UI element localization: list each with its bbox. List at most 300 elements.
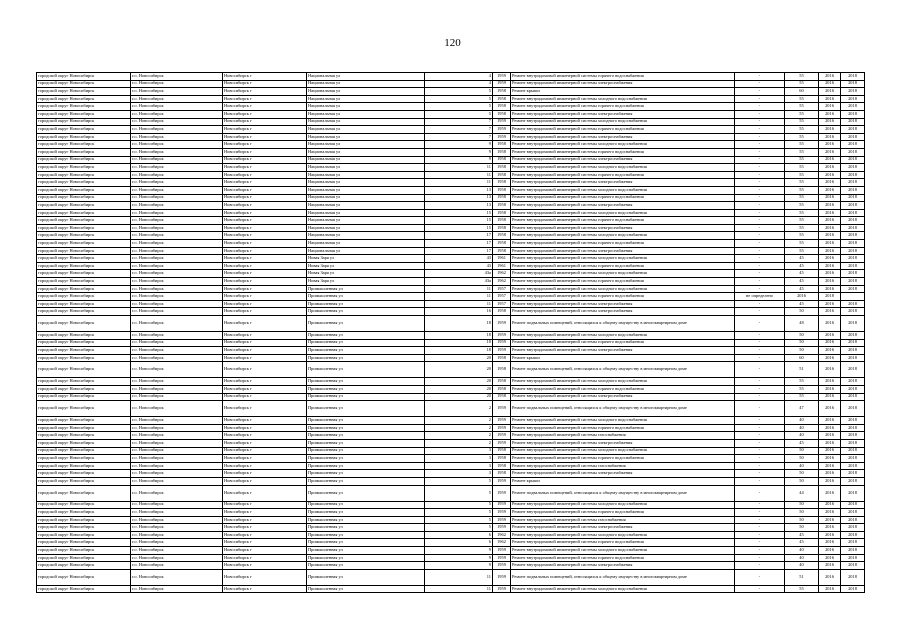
district-cell: г.о. Новосибирск <box>131 516 223 524</box>
street-cell: Промышленная ул <box>307 308 425 316</box>
work-type-cell: Ремонт внутридомовой инженерной системы горячего водоснабжения <box>511 73 735 81</box>
work-type-cell: Ремонт внутридомовой инженерной системы горячего водоснабжения <box>511 424 735 432</box>
end-year-cell: 2018 <box>841 80 865 88</box>
city-cell: Новосибирск г <box>223 270 307 278</box>
city-cell: Новосибирск г <box>223 462 307 470</box>
page-number: 120 <box>444 37 461 49</box>
end-year-cell <box>841 293 865 301</box>
district-cell: г.о. Новосибирск <box>131 485 223 501</box>
value-cell: 55 <box>785 133 819 141</box>
district-cell: г.о. Новосибирск <box>131 531 223 539</box>
table-row <box>37 80 865 88</box>
end-year-cell: 2018 <box>841 562 865 570</box>
start-year-cell: 2016 <box>819 316 841 332</box>
start-year-cell: 2016 <box>819 247 841 255</box>
street-cell: Промышленная ул <box>307 285 425 293</box>
municipality-cell: городской округ Новосибирск <box>37 477 131 485</box>
start-year-cell: 2016 <box>819 88 841 96</box>
table-row <box>37 118 865 126</box>
end-year-cell: 2018 <box>841 164 865 172</box>
wear-cell: - <box>735 347 785 355</box>
value-cell: 55 <box>785 385 819 393</box>
city-cell: Новосибирск г <box>223 332 307 340</box>
street-cell: Промышленная ул <box>307 378 425 386</box>
house-number-cell: 2 <box>425 424 493 432</box>
house-number-cell: 13 <box>425 202 493 210</box>
wear-cell: - <box>735 232 785 240</box>
city-cell: Новосибирск г <box>223 424 307 432</box>
street-cell: Промышленная ул <box>307 293 425 301</box>
year-built-cell: 1958 <box>493 247 511 255</box>
end-year-cell: 2018 <box>841 270 865 278</box>
start-year-cell: 2016 <box>819 95 841 103</box>
table-row <box>37 270 865 278</box>
table-row <box>37 455 865 463</box>
district-cell: г.о. Новосибирск <box>131 362 223 378</box>
house-number-cell: 5 <box>425 501 493 509</box>
year-built-cell: 1959 <box>493 516 511 524</box>
year-built-cell: 1962 <box>493 531 511 539</box>
value-cell: 55 <box>785 148 819 156</box>
end-year-cell: 2018 <box>841 516 865 524</box>
wear-cell: - <box>735 255 785 263</box>
work-type-cell: Ремонт внутридомовой инженерной системы холодного водоснабжения <box>511 95 735 103</box>
end-year-cell: 2018 <box>841 439 865 447</box>
municipality-cell: городской округ Новосибирск <box>37 73 131 81</box>
end-year-cell: 2018 <box>841 202 865 210</box>
year-built-cell: 1959 <box>493 133 511 141</box>
municipality-cell: городской округ Новосибирск <box>37 332 131 340</box>
street-cell: Промышленная ул <box>307 424 425 432</box>
table-row <box>37 209 865 217</box>
work-type-cell: Ремонт внутридомовой инженерной системы электроснабжения <box>511 439 735 447</box>
end-year-cell: 2018 <box>841 118 865 126</box>
table-row <box>37 401 865 417</box>
city-cell: Новосибирск г <box>223 554 307 562</box>
work-type-cell: Ремонт подвальных помещений, относящихся к общему имуществу в многоквартирном доме <box>511 401 735 417</box>
table-row <box>37 278 865 286</box>
house-number-cell: 13 <box>425 186 493 194</box>
city-cell: Новосибирск г <box>223 110 307 118</box>
wear-cell: - <box>735 524 785 532</box>
wear-cell: - <box>735 470 785 478</box>
value-cell: 55 <box>785 202 819 210</box>
start-year-cell: 2016 <box>819 417 841 425</box>
end-year-cell: 2018 <box>841 316 865 332</box>
year-built-cell: 1959 <box>493 401 511 417</box>
municipality-cell: городской округ Новосибирск <box>37 209 131 217</box>
municipality-cell: городской округ Новосибирск <box>37 562 131 570</box>
table-row <box>37 232 865 240</box>
end-year-cell: 2018 <box>841 240 865 248</box>
street-cell: Промышленная ул <box>307 432 425 440</box>
start-year-cell: 2016 <box>819 186 841 194</box>
work-type-cell: Ремонт внутридомовой инженерной системы горячего водоснабжения <box>511 217 735 225</box>
district-cell: г.о. Новосибирск <box>131 133 223 141</box>
end-year-cell: 2018 <box>841 141 865 149</box>
value-cell: 55 <box>785 95 819 103</box>
value-cell: 55 <box>785 126 819 134</box>
value-cell: 50 <box>785 308 819 316</box>
value-cell: 50 <box>785 470 819 478</box>
start-year-cell: 2016 <box>819 171 841 179</box>
work-type-cell: Ремонт внутридомовой инженерной системы электроснабжения <box>511 393 735 401</box>
wear-cell: - <box>735 133 785 141</box>
street-cell: Промышленная ул <box>307 316 425 332</box>
table-row <box>37 439 865 447</box>
city-cell: Новосибирск г <box>223 354 307 362</box>
house-number-cell: 6 <box>425 531 493 539</box>
municipality-cell: городской округ Новосибирск <box>37 88 131 96</box>
work-type-cell: Ремонт внутридомовой инженерной системы горячего водоснабжения <box>511 171 735 179</box>
municipality-cell: городской округ Новосибирск <box>37 509 131 517</box>
municipality-cell: городской округ Новосибирск <box>37 194 131 202</box>
municipality-cell: городской округ Новосибирск <box>37 126 131 134</box>
year-built-cell: 1958 <box>493 171 511 179</box>
year-built-cell: 1962 <box>493 539 511 547</box>
table-row <box>37 562 865 570</box>
wear-cell: - <box>735 455 785 463</box>
value-cell: 60 <box>785 88 819 96</box>
street-cell: Национальная ул <box>307 179 425 187</box>
work-type-cell: Ремонт внутридомовой инженерной системы холодного водоснабжения <box>511 417 735 425</box>
house-number-cell: 11 <box>425 171 493 179</box>
work-type-cell: Ремонт внутридомовой инженерной системы газоснабжения <box>511 432 735 440</box>
value-cell: 50 <box>785 524 819 532</box>
city-cell: Новосибирск г <box>223 285 307 293</box>
end-year-cell: 2018 <box>841 509 865 517</box>
street-cell: Промышленная ул <box>307 447 425 455</box>
wear-cell: - <box>735 171 785 179</box>
district-cell: г.о. Новосибирск <box>131 585 223 593</box>
table-row <box>37 470 865 478</box>
end-year-cell: 2018 <box>841 209 865 217</box>
district-cell: г.о. Новосибирск <box>131 217 223 225</box>
year-built-cell: 1958 <box>493 354 511 362</box>
start-year-cell: 2016 <box>819 110 841 118</box>
value-cell: 40 <box>785 462 819 470</box>
table-row <box>37 164 865 172</box>
municipality-cell: городской округ Новосибирск <box>37 202 131 210</box>
house-number-cell: 5 <box>425 485 493 501</box>
table-row <box>37 88 865 96</box>
year-built-cell: 1959 <box>493 547 511 555</box>
house-number-cell: 20 <box>425 385 493 393</box>
house-number-cell: 20 <box>425 362 493 378</box>
city-cell: Новосибирск г <box>223 88 307 96</box>
end-year-cell: 2018 <box>841 179 865 187</box>
wear-cell: - <box>735 118 785 126</box>
work-type-cell: Ремонт внутридомовой инженерной системы холодного водоснабжения <box>511 285 735 293</box>
year-built-cell: 1958 <box>493 186 511 194</box>
district-cell: г.о. Новосибирск <box>131 240 223 248</box>
wear-cell: - <box>735 148 785 156</box>
year-built-cell: 1958 <box>493 209 511 217</box>
end-year-cell: 2018 <box>841 524 865 532</box>
year-built-cell: 1957 <box>493 285 511 293</box>
district-cell: г.о. Новосибирск <box>131 103 223 111</box>
house-number-cell: 5 <box>425 110 493 118</box>
start-year-cell: 2016 <box>819 378 841 386</box>
table-row <box>37 202 865 210</box>
work-type-cell: Ремонт внутридомовой инженерной системы холодного водоснабжения <box>511 164 735 172</box>
year-built-cell: 1958 <box>493 88 511 96</box>
municipality-cell: городской округ Новосибирск <box>37 339 131 347</box>
wear-cell: - <box>735 202 785 210</box>
work-type-cell: Ремонт внутридомовой инженерной системы горячего водоснабжения <box>511 240 735 248</box>
municipality-cell: городской округ Новосибирск <box>37 179 131 187</box>
value-cell: 45 <box>785 285 819 293</box>
house-number-cell: 7 <box>425 126 493 134</box>
value-cell: 50 <box>785 501 819 509</box>
wear-cell: - <box>735 300 785 308</box>
table-row <box>37 354 865 362</box>
wear-cell: - <box>735 270 785 278</box>
year-built-cell: 1959 <box>493 554 511 562</box>
municipality-cell: городской округ Новосибирск <box>37 110 131 118</box>
start-year-cell: 2016 <box>819 554 841 562</box>
work-type-cell: Ремонт внутридомовой инженерной системы газоснабжения <box>511 462 735 470</box>
year-built-cell: 1958 <box>493 164 511 172</box>
street-cell: Национальная ул <box>307 247 425 255</box>
district-cell: г.о. Новосибирск <box>131 247 223 255</box>
house-number-cell: 5 <box>425 95 493 103</box>
work-type-cell: Ремонт внутридомовой инженерной системы холодного водоснабжения <box>511 501 735 509</box>
street-cell: Национальная ул <box>307 171 425 179</box>
district-cell: г.о. Новосибирск <box>131 118 223 126</box>
district-cell: г.о. Новосибирск <box>131 385 223 393</box>
city-cell: Новосибирск г <box>223 547 307 555</box>
house-number-cell: 43 <box>425 262 493 270</box>
wear-cell: - <box>735 217 785 225</box>
year-built-cell: 1959 <box>493 118 511 126</box>
value-cell: 55 <box>785 73 819 81</box>
value-cell: 50 <box>785 447 819 455</box>
house-number-cell: 20 <box>425 378 493 386</box>
city-cell: Новосибирск г <box>223 447 307 455</box>
start-year-cell: 2016 <box>819 270 841 278</box>
start-year-cell: 2016 <box>819 148 841 156</box>
table-row <box>37 217 865 225</box>
table-row <box>37 293 865 301</box>
municipality-cell: городской округ Новосибирск <box>37 171 131 179</box>
wear-cell: - <box>735 95 785 103</box>
municipality-cell: городской округ Новосибирск <box>37 141 131 149</box>
street-cell: Промышленная ул <box>307 354 425 362</box>
work-type-cell: Ремонт внутридомовой инженерной системы электроснабжения <box>511 247 735 255</box>
wear-cell: - <box>735 378 785 386</box>
municipality-cell: городской округ Новосибирск <box>37 164 131 172</box>
value-cell: 55 <box>785 103 819 111</box>
city-cell: Новосибирск г <box>223 485 307 501</box>
work-type-cell: Ремонт внутридомовой инженерной системы холодного водоснабжения <box>511 232 735 240</box>
city-cell: Новосибирск г <box>223 300 307 308</box>
start-year-cell: 2016 <box>819 224 841 232</box>
district-cell: г.о. Новосибирск <box>131 432 223 440</box>
house-number-cell: 4 <box>425 80 493 88</box>
start-year-cell: 2016 <box>819 262 841 270</box>
work-type-cell: Ремонт крыши <box>511 477 735 485</box>
work-type-cell: Ремонт внутридомовой инженерной системы электроснабжения <box>511 524 735 532</box>
wear-cell: - <box>735 316 785 332</box>
start-year-cell: 2016 <box>819 516 841 524</box>
wear-cell: - <box>735 285 785 293</box>
start-year-cell: 2016 <box>819 455 841 463</box>
street-cell: Национальная ул <box>307 232 425 240</box>
value-cell: 55 <box>785 240 819 248</box>
street-cell: Национальная ул <box>307 133 425 141</box>
year-built-cell: 1958 <box>493 224 511 232</box>
municipality-cell: городской округ Новосибирск <box>37 547 131 555</box>
table-row <box>37 126 865 134</box>
wear-cell: - <box>735 362 785 378</box>
end-year-cell: 2018 <box>841 401 865 417</box>
district-cell: г.о. Новосибирск <box>131 95 223 103</box>
district-cell: г.о. Новосибирск <box>131 477 223 485</box>
start-year-cell: 2016 <box>819 354 841 362</box>
year-built-cell: 1961 <box>493 255 511 263</box>
table-row <box>37 524 865 532</box>
street-cell: Национальная ул <box>307 164 425 172</box>
district-cell: г.о. Новосибирск <box>131 270 223 278</box>
start-year-cell: 2016 <box>819 202 841 210</box>
value-cell: 50 <box>785 477 819 485</box>
wear-cell: - <box>735 432 785 440</box>
wear-cell: - <box>735 278 785 286</box>
value-cell: 47 <box>785 401 819 417</box>
start-year-cell: 2016 <box>819 424 841 432</box>
year-built-cell: 1958 <box>493 179 511 187</box>
value-cell: 55 <box>785 110 819 118</box>
street-cell: Национальная ул <box>307 209 425 217</box>
table-row <box>37 554 865 562</box>
start-year-cell: 2016 <box>819 393 841 401</box>
district-cell: г.о. Новосибирск <box>131 224 223 232</box>
street-cell: Национальная ул <box>307 118 425 126</box>
year-built-cell: 1958 <box>493 194 511 202</box>
house-number-cell: 2 <box>425 417 493 425</box>
wear-cell: - <box>735 240 785 248</box>
city-cell: Новосибирск г <box>223 126 307 134</box>
city-cell: Новосибирск г <box>223 569 307 585</box>
wear-cell: - <box>735 569 785 585</box>
start-year-cell: 2016 <box>819 118 841 126</box>
start-year-cell: 2016 <box>819 194 841 202</box>
city-cell: Новосибирск г <box>223 362 307 378</box>
district-cell: г.о. Новосибирск <box>131 569 223 585</box>
start-year-cell: 2016 <box>819 501 841 509</box>
year-built-cell: 1958 <box>493 378 511 386</box>
wear-cell: - <box>735 417 785 425</box>
street-cell: Новая Заря ул <box>307 278 425 286</box>
street-cell: Промышленная ул <box>307 393 425 401</box>
work-type-cell: Ремонт внутридомовой инженерной системы холодного водоснабжения <box>511 378 735 386</box>
municipality-cell: городской округ Новосибирск <box>37 455 131 463</box>
wear-cell: - <box>735 103 785 111</box>
city-cell: Новосибирск г <box>223 477 307 485</box>
house-number-cell: 5 <box>425 103 493 111</box>
house-number-cell: 5 <box>425 524 493 532</box>
city-cell: Новосибирск г <box>223 385 307 393</box>
end-year-cell: 2018 <box>841 255 865 263</box>
district-cell: г.о. Новосибирск <box>131 447 223 455</box>
district-cell: г.о. Новосибирск <box>131 262 223 270</box>
house-number-cell: 3 <box>425 455 493 463</box>
street-cell: Промышленная ул <box>307 516 425 524</box>
district-cell: г.о. Новосибирск <box>131 562 223 570</box>
municipality-cell: городской округ Новосибирск <box>37 439 131 447</box>
start-year-cell: 2016 <box>819 524 841 532</box>
value-cell: 44 <box>785 485 819 501</box>
end-year-cell: 2018 <box>841 148 865 156</box>
value-cell: 55 <box>785 217 819 225</box>
end-year-cell: 2018 <box>841 477 865 485</box>
street-cell: Национальная ул <box>307 73 425 81</box>
year-built-cell: 1958 <box>493 393 511 401</box>
district-cell: г.о. Новосибирск <box>131 439 223 447</box>
municipality-cell: городской округ Новосибирск <box>37 569 131 585</box>
year-built-cell: 1958 <box>493 470 511 478</box>
table-row <box>37 73 865 81</box>
house-number-cell: 2 <box>425 432 493 440</box>
end-year-cell: 2018 <box>841 171 865 179</box>
wear-cell: - <box>735 164 785 172</box>
wear-cell: - <box>735 156 785 164</box>
street-cell: Национальная ул <box>307 88 425 96</box>
value-cell: 51 <box>785 362 819 378</box>
year-built-cell: 1959 <box>493 585 511 593</box>
value-cell: 55 <box>785 171 819 179</box>
house-number-cell: 11 <box>425 585 493 593</box>
start-year-cell: 2016 <box>819 462 841 470</box>
city-cell: Новосибирск г <box>223 247 307 255</box>
value-cell: 55 <box>785 247 819 255</box>
work-type-cell: Ремонт внутридомовой инженерной системы электроснабжения <box>511 347 735 355</box>
street-cell: Промышленная ул <box>307 332 425 340</box>
street-cell: Национальная ул <box>307 186 425 194</box>
table-row <box>37 569 865 585</box>
district-cell: г.о. Новосибирск <box>131 232 223 240</box>
house-number-cell: 15 <box>425 224 493 232</box>
street-cell: Национальная ул <box>307 95 425 103</box>
municipality-cell: городской округ Новосибирск <box>37 447 131 455</box>
year-built-cell: 1958 <box>493 462 511 470</box>
district-cell: г.о. Новосибирск <box>131 501 223 509</box>
wear-cell: - <box>735 585 785 593</box>
work-type-cell: Ремонт внутридомовой инженерной системы горячего водоснабжения <box>511 278 735 286</box>
house-number-cell: 9 <box>425 148 493 156</box>
municipality-cell: городской округ Новосибирск <box>37 270 131 278</box>
table-row <box>37 186 865 194</box>
city-cell: Новосибирск г <box>223 255 307 263</box>
table-row <box>37 378 865 386</box>
house-number-cell: 17 <box>425 232 493 240</box>
street-cell: Промышленная ул <box>307 562 425 570</box>
street-cell: Национальная ул <box>307 141 425 149</box>
district-cell: г.о. Новосибирск <box>131 347 223 355</box>
table-row <box>37 224 865 232</box>
municipality-cell: городской округ Новосибирск <box>37 485 131 501</box>
district-cell: г.о. Новосибирск <box>131 141 223 149</box>
work-type-cell: Ремонт внутридомовой инженерной системы холодного водоснабжения <box>511 531 735 539</box>
table-row <box>37 133 865 141</box>
district-cell: г.о. Новосибирск <box>131 73 223 81</box>
house-number-cell: 18 <box>425 316 493 332</box>
value-cell: 50 <box>785 332 819 340</box>
city-cell: Новосибирск г <box>223 539 307 547</box>
municipality-cell: городской округ Новосибирск <box>37 133 131 141</box>
start-year-cell: 2016 <box>819 339 841 347</box>
